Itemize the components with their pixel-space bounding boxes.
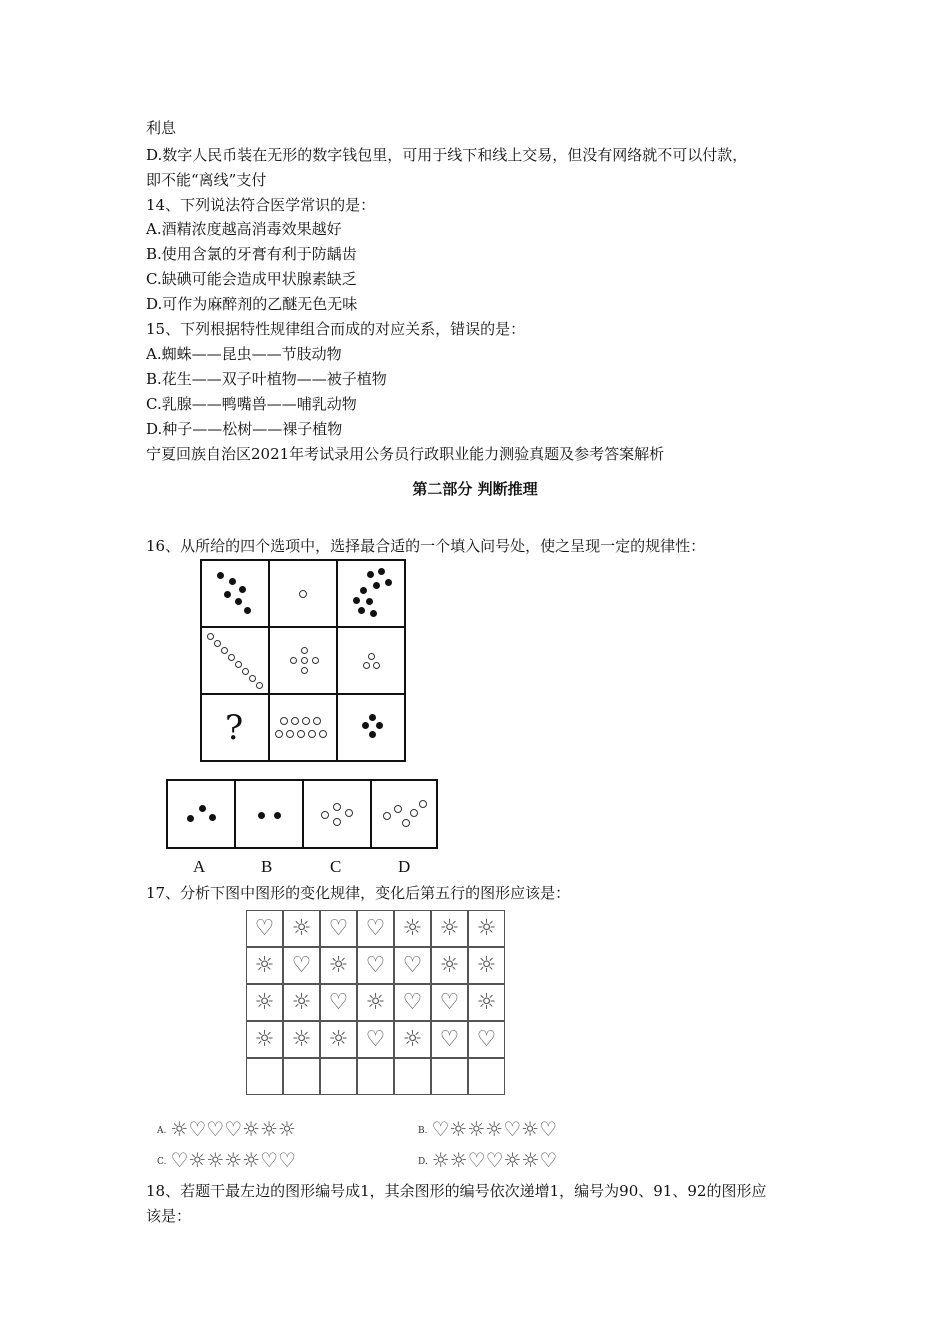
sun-icon: ☼ [170, 1117, 189, 1141]
option-14-c: C.缺碘可能会造成甲状腺素缺乏 [146, 270, 357, 288]
sun-icon: ☼ [254, 990, 275, 1015]
matrix-cell [268, 626, 338, 695]
sun-icon: ☼ [224, 1148, 243, 1172]
grid-cell [320, 984, 357, 1021]
grid-cell [283, 947, 320, 984]
grid-cell [394, 984, 431, 1021]
heart-icon: ♡ [206, 1117, 225, 1141]
question-16: 16、从所给的四个选项中，选择最合适的一个填入问号处，使之呈现一定的规律性： [146, 537, 706, 555]
heart-icon: ♡ [539, 1117, 558, 1141]
grid-cell [246, 1058, 283, 1095]
heart-icon: ♡ [170, 1148, 189, 1172]
option-14-b: B.使用含氯的牙膏有利于防龋齿 [146, 245, 357, 263]
grid-cell [468, 910, 505, 947]
sun-icon: ☼ [467, 1117, 486, 1141]
sun-icon: ☼ [365, 990, 386, 1015]
q17-option-b[interactable] [418, 1117, 557, 1141]
heart-icon: ♡ [365, 916, 386, 941]
grid-cell [357, 910, 394, 947]
q16-matrix [200, 559, 406, 762]
grid-cell [431, 984, 468, 1021]
grid-cell [431, 910, 468, 947]
grid-cell [468, 947, 505, 984]
option-label: C. [157, 1156, 167, 1167]
sun-icon: ☼ [242, 1117, 261, 1141]
heart-icon: ♡ [485, 1148, 504, 1172]
text-line: D.数字人民币装在无形的数字钱包里，可用于线下和线上交易，但没有网络就不可以付款， [146, 146, 748, 164]
matrix-cell [200, 626, 270, 695]
paper-title: 宁夏回族自治区2021年考试录用公务员行政职业能力测验真题及参考答案解析 [146, 445, 665, 463]
grid-cell [283, 910, 320, 947]
heart-icon: ♡ [431, 1117, 450, 1141]
sun-icon: ☼ [476, 916, 497, 941]
heart-icon: ♡ [291, 953, 312, 978]
question-18: 18、若题干最左边的图形编号成1，其余图形的编号依次递增1，编号为90、91、92的图形应 [146, 1182, 767, 1200]
option-a-figure[interactable] [166, 779, 236, 849]
sun-icon: ☼ [476, 953, 497, 978]
question-mark: ? [225, 708, 244, 748]
grid-cell [283, 1021, 320, 1058]
grid-cell [320, 1021, 357, 1058]
sun-icon: ☼ [521, 1148, 540, 1172]
heart-icon: ♡ [439, 1027, 460, 1052]
sun-icon: ☼ [291, 1027, 312, 1052]
heart-icon: ♡ [328, 916, 349, 941]
q17-grid [246, 910, 505, 1095]
question-18-cont: 该是： [146, 1207, 192, 1225]
option-label: D. [418, 1156, 428, 1167]
matrix-cell [336, 626, 406, 695]
sun-icon: ☼ [449, 1117, 468, 1141]
sun-icon: ☼ [439, 953, 460, 978]
sun-icon: ☼ [328, 953, 349, 978]
sun-icon: ☼ [206, 1148, 225, 1172]
grid-cell [394, 1058, 431, 1095]
matrix-cell [336, 559, 406, 628]
sun-icon: ☼ [254, 953, 275, 978]
option-15-a: A.蜘蛛——昆虫——节肢动物 [146, 345, 342, 363]
grid-cell [246, 910, 283, 947]
grid-cell [431, 947, 468, 984]
matrix-cell [268, 559, 338, 628]
sun-icon: ☼ [260, 1117, 278, 1141]
sun-icon: ☼ [503, 1148, 522, 1172]
grid-cell [357, 984, 394, 1021]
heart-icon: ♡ [539, 1148, 558, 1172]
heart-icon: ♡ [503, 1117, 522, 1141]
grid-cell [320, 947, 357, 984]
sun-icon: ☼ [328, 1027, 349, 1052]
heart-icon: ♡ [365, 953, 386, 978]
sun-icon: ☼ [254, 1027, 275, 1052]
option-b-figure[interactable] [234, 779, 304, 849]
text-line: 利息 [146, 119, 177, 137]
grid-cell [394, 910, 431, 947]
heart-icon: ♡ [439, 990, 460, 1015]
grid-cell [320, 910, 357, 947]
heart-icon: ♡ [260, 1148, 279, 1172]
heart-icon: ♡ [476, 1027, 497, 1052]
grid-cell [283, 1058, 320, 1095]
matrix-cell [200, 693, 270, 762]
option-15-c: C.乳腺——鸭嘴兽——哺乳动物 [146, 395, 357, 413]
matrix-cell [268, 693, 338, 762]
sun-icon: ☼ [291, 990, 312, 1015]
sun-icon: ☼ [242, 1148, 261, 1172]
option-c-figure[interactable] [302, 779, 372, 849]
grid-cell [246, 984, 283, 1021]
q17-option-c[interactable] [157, 1148, 296, 1172]
option-label: A. [157, 1125, 167, 1136]
option-label-a: A [193, 857, 206, 876]
heart-icon: ♡ [224, 1117, 243, 1141]
grid-cell [283, 984, 320, 1021]
heart-icon: ♡ [254, 916, 275, 941]
option-15-d: D.种子——松树——裸子植物 [146, 420, 343, 438]
option-label-b: B [261, 857, 273, 876]
grid-cell [320, 1058, 357, 1095]
grid-cell [357, 1058, 394, 1095]
grid-cell [357, 947, 394, 984]
option-d-figure[interactable] [370, 779, 438, 849]
sun-icon: ☼ [449, 1148, 468, 1172]
grid-cell [468, 1021, 505, 1058]
section-heading: 第二部分 判断推理 [412, 480, 538, 498]
q17-option-d[interactable] [418, 1148, 557, 1172]
question-17: 17、分析下图中图形的变化规律，变化后第五行的图形应该是： [146, 884, 571, 902]
grid-cell [468, 1058, 505, 1095]
heart-icon: ♡ [402, 953, 423, 978]
heart-icon: ♡ [365, 1027, 386, 1052]
sun-icon: ☼ [485, 1117, 504, 1141]
grid-cell [246, 947, 283, 984]
heart-icon: ♡ [188, 1117, 207, 1141]
matrix-cell [336, 693, 406, 762]
sun-icon: ☼ [402, 1027, 423, 1052]
sun-icon: ☼ [188, 1148, 207, 1172]
q17-option-a[interactable] [157, 1117, 296, 1141]
option-label-c: C [330, 857, 342, 876]
option-label-d: D [398, 857, 411, 876]
grid-cell [246, 1021, 283, 1058]
sun-icon: ☼ [278, 1117, 296, 1141]
grid-cell [394, 947, 431, 984]
grid-cell [431, 1058, 468, 1095]
grid-cell [431, 1021, 468, 1058]
option-14-d: D.可作为麻醉剂的乙醚无色无味 [146, 295, 358, 313]
option-label: B. [418, 1125, 428, 1136]
heart-icon: ♡ [467, 1148, 486, 1172]
heart-icon: ♡ [402, 990, 423, 1015]
sun-icon: ☼ [476, 990, 497, 1015]
heart-icon: ♡ [328, 990, 349, 1015]
option-15-b: B.花生——双子叶植物——被子植物 [146, 370, 387, 388]
text-line: 即不能“离线”支付 [146, 171, 267, 189]
question-15: 15、下列根据特性规律组合而成的对应关系，错误的是： [146, 320, 526, 338]
sun-icon: ☼ [521, 1117, 540, 1141]
q16-options [166, 779, 438, 849]
option-14-a: A.酒精浓度越高消毒效果越好 [146, 220, 342, 238]
sun-icon: ☼ [431, 1148, 450, 1172]
sun-icon: ☼ [402, 916, 423, 941]
grid-cell [394, 1021, 431, 1058]
grid-cell [357, 1021, 394, 1058]
sun-icon: ☼ [291, 916, 312, 941]
grid-cell [468, 984, 505, 1021]
sun-icon: ☼ [439, 916, 460, 941]
question-14: 14、下列说法符合医学常识的是： [146, 196, 376, 214]
matrix-cell [200, 559, 270, 628]
heart-icon: ♡ [278, 1148, 296, 1172]
